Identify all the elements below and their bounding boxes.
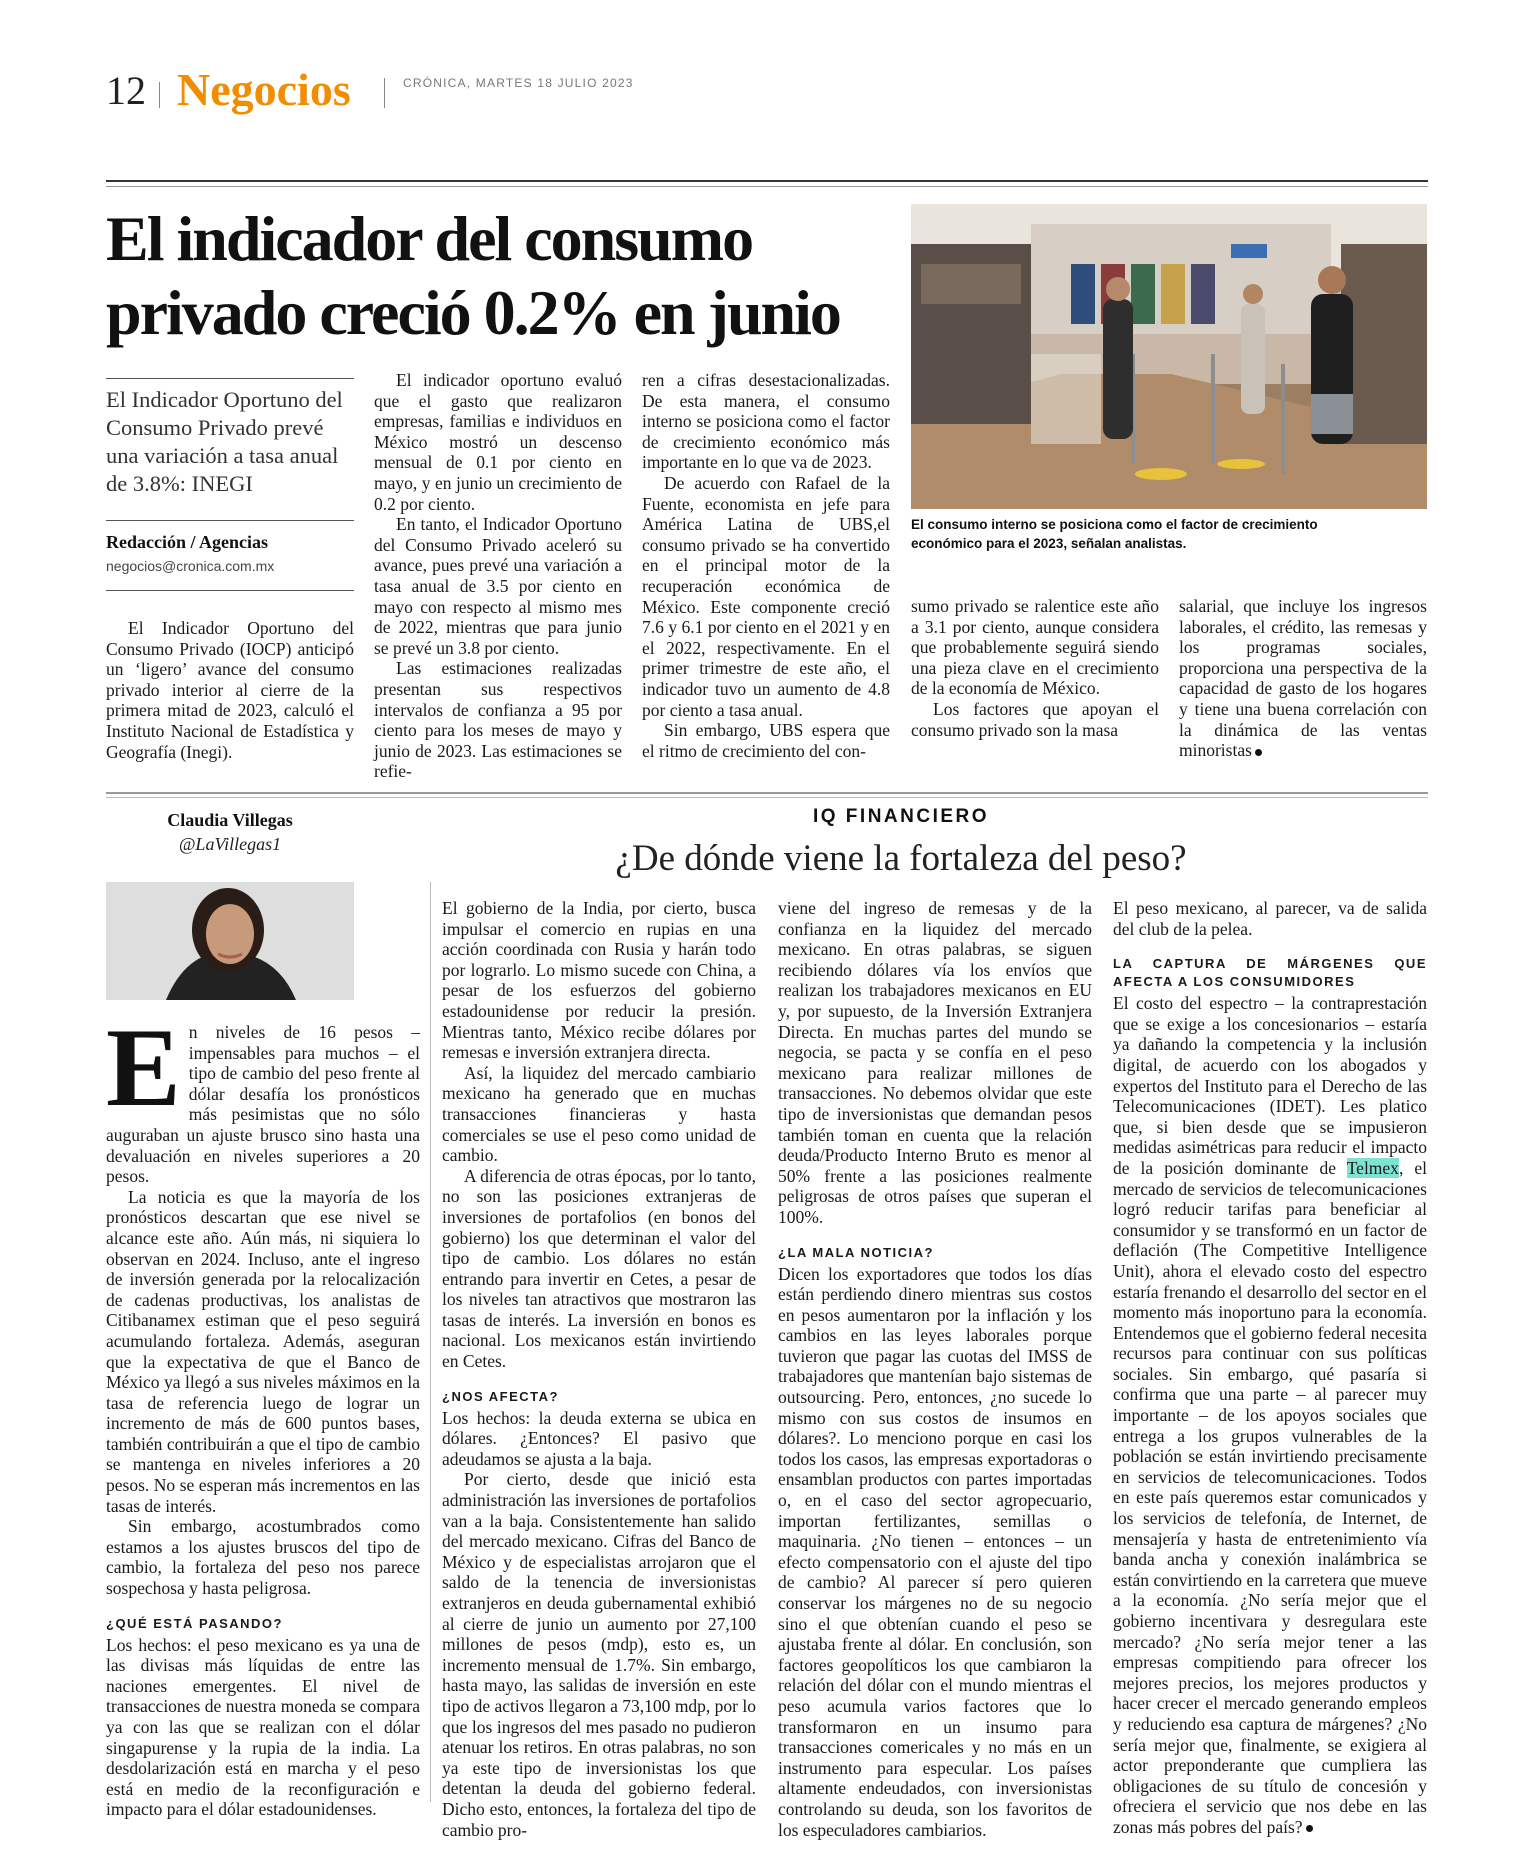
byline-rule: [106, 590, 354, 591]
paragraph: Por cierto, desde que inició esta administración las inversiones de portafolios van a la baja. Consistentemente han salido del mercado mexicano. Cifras del Banco de México y de especialistas arrojaron que el saldo de la tenencia de inversionistas extranjeros en deuda gubernamental exhibió al cierre de junio un aumento por 27,100 millones de pesos (mdp), esto es, un incremento mensual de 1.7%. Sin embargo, hasta mayo, las salidas de inversión en este tipo de activos llegaron a 73,100 mdp, por lo que los ingresos del mes pasado no pudieron atenuar los retiros. En otras palabras, no son ya este tipo de inversionistas los que detentan la deuda del gobierno federal. Dicho esto, entonces, la fortaleza del tipo de cambio pro-: [442, 1469, 756, 1840]
paragraph-text: n niveles de 16 pesos – impensables para muchos – el tipo de cambio del peso frente al dólar desafía los pronósticos más pesimistas que no sólo auguraban un ajuste brusco sino hasta una devaluación en niveles superiores a 20 pesos.: [106, 1022, 420, 1187]
drop-cap: E: [106, 1006, 181, 1130]
deck-rule: [106, 378, 354, 379]
dateline: CRÓNICA, MARTES 18 JULIO 2023: [403, 76, 634, 90]
subheading: ¿QUÉ ESTÁ PASANDO?: [106, 1615, 283, 1631]
paragraph: Sin embargo, acostumbrados como estamos a los ajustes bruscos del tipo de cambio, la fortaleza del peso nos parece sospechosa y hasta peligrosa.: [106, 1516, 420, 1599]
article-col-3: [642, 370, 890, 761]
column-divider: [430, 882, 431, 1802]
top-rule-thin: [106, 186, 1428, 187]
paragraph: Las estimaciones realizadas presentan sus respectivos intervalos de confianza a 95 por ciento para los meses de mayo y junio de 2023. Las estimaciones se refie-: [374, 658, 622, 782]
paragraph: Así, la liquidez del mercado cambiario mexicano ha generado que en muchas transacciones financieras y hasta comerciales se use el peso como unidad de cambio.: [442, 1062, 756, 1166]
paragraph: El gobierno de la India, por cierto, busca impulsar el comercio en rupias en una acción coordinada con Rusia y harán todo por lograrlo. Lo mismo sucede con China, a pesar de los esfuerzos del gobierno estadounidense por reducir la presión. Mientras tanto, México recibe dólares por remesas e inversión extranjera directa.: [442, 898, 756, 1063]
photo-caption: El consumo interno se posiciona como el factor de crecimiento económico para el 2023, señalan analistas.: [911, 517, 1318, 551]
store-photo-illustration: [911, 204, 1427, 509]
paragraph-text: , el mercado de servicios de telecomunicaciones logró reducir tarifas para beneficiar al consumidor y se transformó en un factor de deflación (The Competitive Intelligence Unit), ahora el elevado costo del espectro estaría frenando el desarrollo del sector en el momento más inoportuno para la economía. Entendemos que el gobierno federal necesita recursos para continuar con sus políticas sociales. Sin embargo, qué pasaría si confirma que una parte – al parecer muy importante – de los apoyos sociales que entrega a los grupos vulnerables de la población se están invirtiendo precisamente en servicios de telecomunicaciones. Todos en este país queremos estar comunicados y los servicios de telefonía, de Internet, de mensajería y hasta de entretenimiento vía banda ancha y conexión inalámbrica se están convirtiendo en la carretera que mueve a la economía. ¿No sería mejor que el gobierno incentivara y desregulara este mercado? ¿No sería mejor tener a las empresas compitiendo para ofrecer los mejores precios, los mejores productos y hacer crecer el mercado generando empleos y reduciendo esa captura de márgenes? ¿No sería mejor que, finalmente, se exigiera al actor preponderante que cumpliera las obligaciones de su título de concesión y ofreciera el servicio que nos debe en las zonas más pobres del país?: [1113, 1157, 1427, 1837]
subheading: ¿NOS AFECTA?: [442, 1388, 559, 1404]
end-mark: [1255, 749, 1262, 756]
paragraph: En tanto, el Indicador Oportuno del Consumo Privado aceleró su avance, pues prevé una variación a tasa anual de 3.5 por ciento en mayo con respecto al mismo mes de 2022, mientras que para junio se prevé un 3.8 por ciento.: [374, 514, 622, 658]
paragraph: La noticia es que la mayoría de los pronósticos descartan que ese nivel se alcance este año. Aún más, ni siquiera lo observan en 2024. Incluso, ante el ingreso de inversión generada por la relocalización de cadenas productivas, los analistas de Citibanamex estiman que el peso seguirá acumulando fortaleza. Además, aseguran que la expectativa de que el Banco de México ya llegó a sus niveles máximos en la tasa de referencia luego de lograr un incremento de más de 600 puntos bases, también contribuirán a que el tipo de cambio se mantenga en niveles inferiores a 20 pesos. No se esperan más incrementos en las tasas de interés.: [106, 1186, 420, 1516]
section-rule: [106, 792, 1428, 794]
columnist-photo: [106, 882, 354, 1000]
article-deck: El Indicador Oportuno del Consumo Privado prevé una variación a tasa anual de 3.8%: INEGI: [106, 387, 343, 496]
paragraph: [1113, 993, 1427, 1837]
paragraph: [1179, 596, 1427, 761]
paragraph: ren a cifras desestacionalizadas. De esta manera, el consumo interno se posiciona como el factor de crecimiento económico más importante en lo que va de 2023.: [642, 370, 890, 473]
column-col-3: [778, 898, 1092, 1840]
end-mark: [1306, 1825, 1313, 1832]
paragraph: Sin embargo, UBS espera que el ritmo de crecimiento del con-: [642, 720, 890, 761]
byline: Redacción / Agencias: [106, 532, 268, 552]
column-kicker: IQ FINANCIERO: [812, 806, 990, 827]
section-title: Negocios: [177, 64, 351, 115]
column-col-2: [442, 898, 756, 1840]
column-headline: ¿De dónde viene la fortaleza del peso?: [615, 838, 1187, 879]
article-col-1: [106, 618, 354, 762]
avatar: [106, 882, 354, 1000]
column-col-1: [106, 1006, 420, 1820]
page-number: 12: [106, 68, 146, 113]
paragraph: [106, 1006, 420, 1187]
paragraph: El peso mexicano, al parecer, va de salida del club de la pelea.: [1113, 898, 1427, 939]
byline-email: negocios@cronica.com.mx: [106, 558, 275, 574]
paragraph: Los hechos: la deuda externa se ubica en dólares. ¿Entonces? El pasivo que adeudamos se ajusta a la baja.: [442, 1407, 756, 1469]
deck-rule-bottom: [106, 520, 354, 521]
store-photo: [911, 204, 1427, 509]
article-col-5: [1179, 596, 1427, 761]
top-rule: [106, 180, 1428, 182]
header-divider-2: [384, 78, 385, 108]
highlighted-text: Telmex: [1346, 1157, 1399, 1178]
article-col-4: [911, 596, 1159, 740]
column-col-4: [1113, 898, 1427, 1838]
paragraph: El indicador oportuno evaluó que el gasto que realizaron empresas, familias e individuos en México mostró un descenso mensual de 0.1 por ciento en mayo, y en junio un crecimiento de 0.2 por ciento.: [374, 370, 622, 514]
paragraph-text: salarial, que incluye los ingresos laborales, el crédito, las remesas y los programas sociales, proporciona una perspectiva de la capacidad de gasto de los hogares y tiene una buena correlación con la dinámica de las ventas minoristas: [1179, 596, 1427, 761]
article-headline: El indicador del consumo privado creció 0.2% en junio: [106, 203, 840, 348]
subheading: ¿LA MALA NOTICIA?: [778, 1244, 934, 1260]
paragraph: sumo privado se ralentice este año a 3.1 por ciento, aunque considera que probablemente seguirá siendo una pieza clave en el crecimiento de la economía de México.: [911, 596, 1159, 699]
subheading: LA CAPTURA DE MÁRGENES QUE AFECTA A LOS CONSUMIDORES: [1113, 956, 1427, 990]
paragraph: De acuerdo con Rafael de la Fuente, economista en jefe para América Latina de UBS,el consumo privado se ha convertido en el principal motor de la recuperación económica de México. Este componente creció 7.6 y 6.1 por ciento en el 2021 y en el 2022, respectivamente. En el primer trimestre de este año, el indicador tuvo un aumento de 4.8 por ciento a tasa anual.: [642, 472, 890, 720]
section-rule-2: [106, 797, 1428, 798]
columnist-name: Claudia Villegas: [167, 810, 293, 830]
paragraph: viene del ingreso de remesas y de la confianza en la liquidez del mercado mexicano. En otras palabras, se siguen recibiendo dólares vía los envíos que realizan los trabajadores mexicanos en EU y, por supuesto, de la Inversión Extranjera Directa. En muchas partes del mundo se negocia, se pacta y se confía en el peso mexicano para realizar millones de transacciones. No debemos olvidar que este tipo de inversionistas que demandan pesos también toman en cuenta que la relación deuda/Producto Interno Bruto es menor al 50% frente a las posiciones realmente peligrosas de otros países que superan el 100%.: [778, 898, 1092, 1227]
paragraph-text: El costo del espectro – la contraprestación que se exige a los concesionarios – estaría ya dañando la competencia y la inclusión digital, de acuerdo con los abogados y expertos del Instituto para el Derecho de las Telecomunicaciones (IDET). Les platico que, si bien desde que se impusieron medidas asimétricas para reducir el impacto de la posición dominante de: [1113, 993, 1427, 1178]
paragraph: A diferencia de otras épocas, por lo tanto, no son las posiciones extranjeras de inversiones de portafolios (en bonos del gobierno) los que determinan el valor del tipo de cambio. Los dólares no están entrando para invertir en Cetes, a pesar de los niveles tan atractivos que mostraron las tasas de interés. La inversión en bonos es nacional. Los mexicanos están invirtiendo en Cetes.: [442, 1165, 756, 1372]
paragraph: Los factores que apoyan el consumo privado son la masa: [911, 698, 1159, 740]
header-divider: [159, 82, 160, 108]
article-col-2: [374, 370, 622, 782]
paragraph: Dicen los exportadores que todos los días están perdiendo dinero mientras sus costos en pesos aumentaron por la inflación y los cambios en las leyes laborales porque tuvieron que pagar las cuotas del IMSS de trabajadores que mantenían bajo sistemas de outsourcing. Pero, entonces, ¿no sucede lo mismo con sus costos de insumos en dólares?. Lo menciono porque en casi los todos los casos, las empresas exportadoras o ensamblan productos con partes importadas o, en el caso del sector agropecuario, importan fertilizantes, semillas o maquinaria. ¿No tienen – entonces – un efecto compensatorio con el ajuste del tipo de cambio? Al parecer sí pero quieren conservar los márgenes no de su negocio sino el que obtenían cuando el peso se ajustaba frente al dólar. En conclusión, son factores geopolíticos los que cambiaron la relación del dólar con el mundo mientras el peso acumula varios factores que lo transformaron en un insumo para transacciones comericales y no más en un instrumento para especular. Los países altamente endeudados, con inversionistas controlando su deuda, son los favoritos de los especuladores cambiarios.: [778, 1263, 1092, 1840]
paragraph: El Indicador Oportuno del Consumo Privado (IOCP) anticipó un ‘ligero’ avance del consumo privado interior al cierre de la primera mitad de 2023, calculó el Instituto Nacional de Estadística y Geografía (Inegi).: [106, 618, 354, 762]
columnist-handle: @LaVillegas1: [178, 834, 282, 854]
paragraph: Los hechos: el peso mexicano es ya una de las divisas más líquidas de entre las naciones emergentes. El nivel de transacciones de nuestra moneda se compara ya con las que se realizan con el dólar singapurense y la rupia de la india. La desdolarización está en marcha y el peso está en medio de la reconfiguración e impacto para el dólar estadounidenses.: [106, 1634, 420, 1820]
